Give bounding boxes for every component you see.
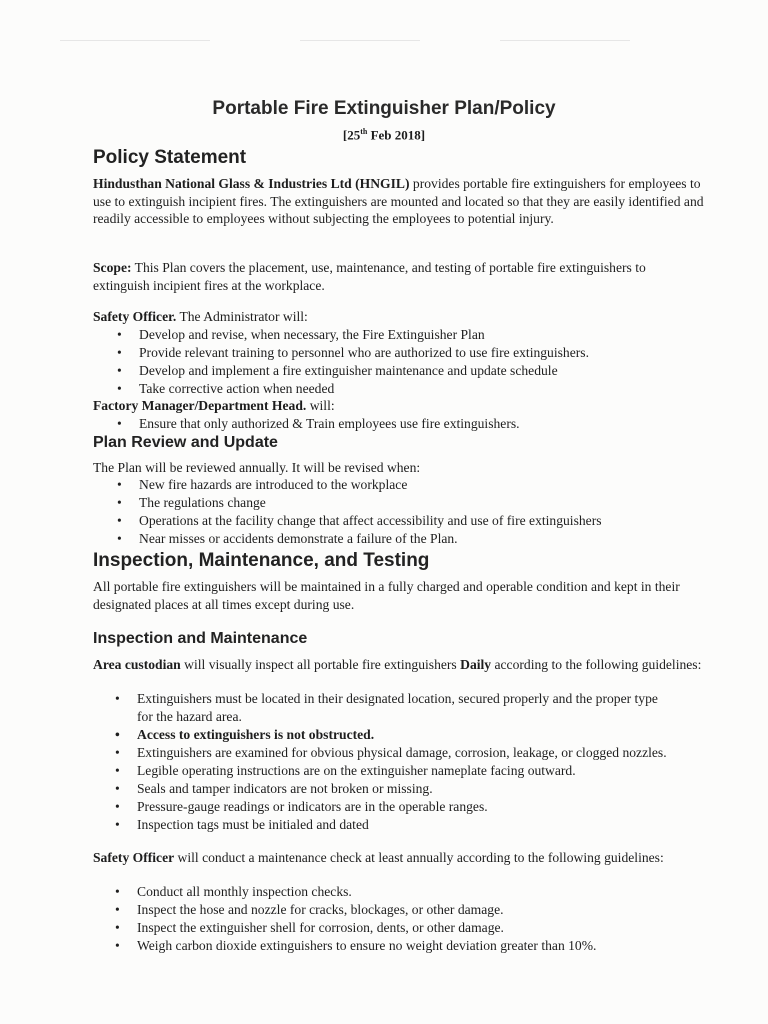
policy-statement-paragraph: Hindusthan National Glass & Industries Ltd (HNGIL) provides portable fire extinguishers for employees to use to extinguish incipient fires. The extinguishers are mounted and located so that they are easily identified and readily accessible to employees without subjecting the employees to potential injury.	[93, 176, 704, 226]
list-item: • Develop and implement a fire extinguisher maintenance and update schedule	[117, 363, 558, 378]
list-item: • Inspect the extinguisher shell for corrosion, dents, or other damage.	[115, 920, 504, 935]
plan-review-heading: Plan Review and Update	[93, 434, 278, 451]
list-item: • Extinguishers are examined for obvious physical damage, corrosion, leakage, or clogged nozzles.	[115, 745, 667, 760]
list-item: • Weigh carbon dioxide extinguishers to ensure no weight deviation greater than 10%.	[115, 938, 597, 953]
list-item: • Inspection tags must be initialed and dated	[115, 817, 369, 832]
list-item: • Conduct all monthly inspection checks.	[115, 884, 352, 899]
scan-artifact	[60, 40, 210, 41]
custodian-paragraph: Area custodian will visually inspect all portable fire extinguishers Daily according to the following guidelines:	[93, 657, 702, 672]
document-date: [25th Feb 2018]	[342, 127, 426, 143]
list-item: • Inspect the hose and nozzle for cracks, blockages, or other damage.	[115, 902, 504, 917]
bullet-icon: •	[115, 781, 120, 796]
bullet-icon: •	[115, 884, 120, 899]
bullet-icon: •	[117, 327, 122, 342]
list-item: • Ensure that only authorized & Train employees use fire extinguishers.	[117, 416, 520, 431]
document-title: Portable Fire Extinguisher Plan/Policy	[212, 98, 556, 119]
bullet-icon: •	[117, 416, 122, 431]
imt-paragraph: All portable fire extinguishers will be maintained in a fully charged and operable condition and kept in their designated places at all times except during use.	[93, 579, 680, 612]
bullet-icon: •	[115, 745, 120, 760]
safety-officer-duties-list	[0, 326, 679, 398]
safety-officer-maintenance-paragraph: Safety Officer will conduct a maintenance check at least annually according to the following guidelines:	[93, 850, 664, 865]
list-item: • Operations at the facility change that affect accessibility and use of fire extinguishers	[117, 513, 602, 528]
list-item: • Provide relevant training to personnel who are authorized to use fire extinguishers.	[117, 345, 589, 360]
policy-statement-heading: Policy Statement	[93, 147, 247, 168]
list-item: • Legible operating instructions are on the extinguisher nameplate facing outward.	[115, 763, 576, 778]
bullet-icon: •	[117, 477, 122, 492]
plan-review-list	[0, 476, 679, 548]
inspection-heading: Inspection and Maintenance	[93, 630, 308, 647]
bullet-icon: •	[115, 817, 120, 832]
list-item: • Pressure-gauge readings or indicators are in the operable ranges.	[115, 799, 488, 814]
bullet-icon: •	[117, 381, 122, 396]
bullet-icon: •	[115, 691, 120, 706]
inspection-guidelines-list	[0, 690, 667, 834]
maintenance-guidelines-list	[0, 883, 667, 955]
list-item: • Develop and revise, when necessary, the Fire Extinguisher Plan	[117, 327, 485, 342]
bullet-icon: •	[117, 363, 122, 378]
bullet-icon: •	[115, 902, 120, 917]
bullet-icon: •	[115, 920, 120, 935]
safety-officer-line: Safety Officer. The Administrator will:	[93, 309, 308, 324]
list-item: • Access to extinguishers is not obstructed.	[115, 727, 375, 742]
bullet-icon: •	[117, 513, 122, 528]
list-item: • New fire hazards are introduced to the workplace	[117, 477, 408, 492]
bullet-icon: •	[115, 763, 120, 778]
list-item: • Near misses or accidents demonstrate a failure of the Plan.	[117, 531, 458, 546]
list-item: • Extinguishers must be located in their designated location, secured properly and the proper type for the hazard area.	[115, 691, 658, 724]
factory-manager-line: Factory Manager/Department Head. will:	[93, 398, 335, 413]
bullet-icon: •	[115, 938, 120, 953]
list-item: • The regulations change	[117, 495, 266, 510]
bullet-icon: •	[117, 345, 122, 360]
plan-review-intro: The Plan will be reviewed annually. It will be revised when:	[93, 460, 421, 475]
list-item: • Seals and tamper indicators are not broken or missing.	[115, 781, 433, 796]
factory-manager-duties-list	[0, 415, 679, 433]
imt-heading: Inspection, Maintenance, and Testing	[93, 550, 430, 571]
bullet-icon: •	[115, 799, 120, 814]
bullet-icon: •	[115, 727, 120, 742]
scope-paragraph: Scope: This Plan covers the placement, use, maintenance, and testing of portable fire extinguishers to extinguish incipient fires at the workplace.	[93, 260, 646, 293]
list-item: • Take corrective action when needed	[117, 381, 335, 396]
bullet-icon: •	[117, 531, 122, 546]
bullet-icon: •	[117, 495, 122, 510]
scan-artifact	[500, 40, 630, 41]
scan-artifact	[300, 40, 420, 41]
